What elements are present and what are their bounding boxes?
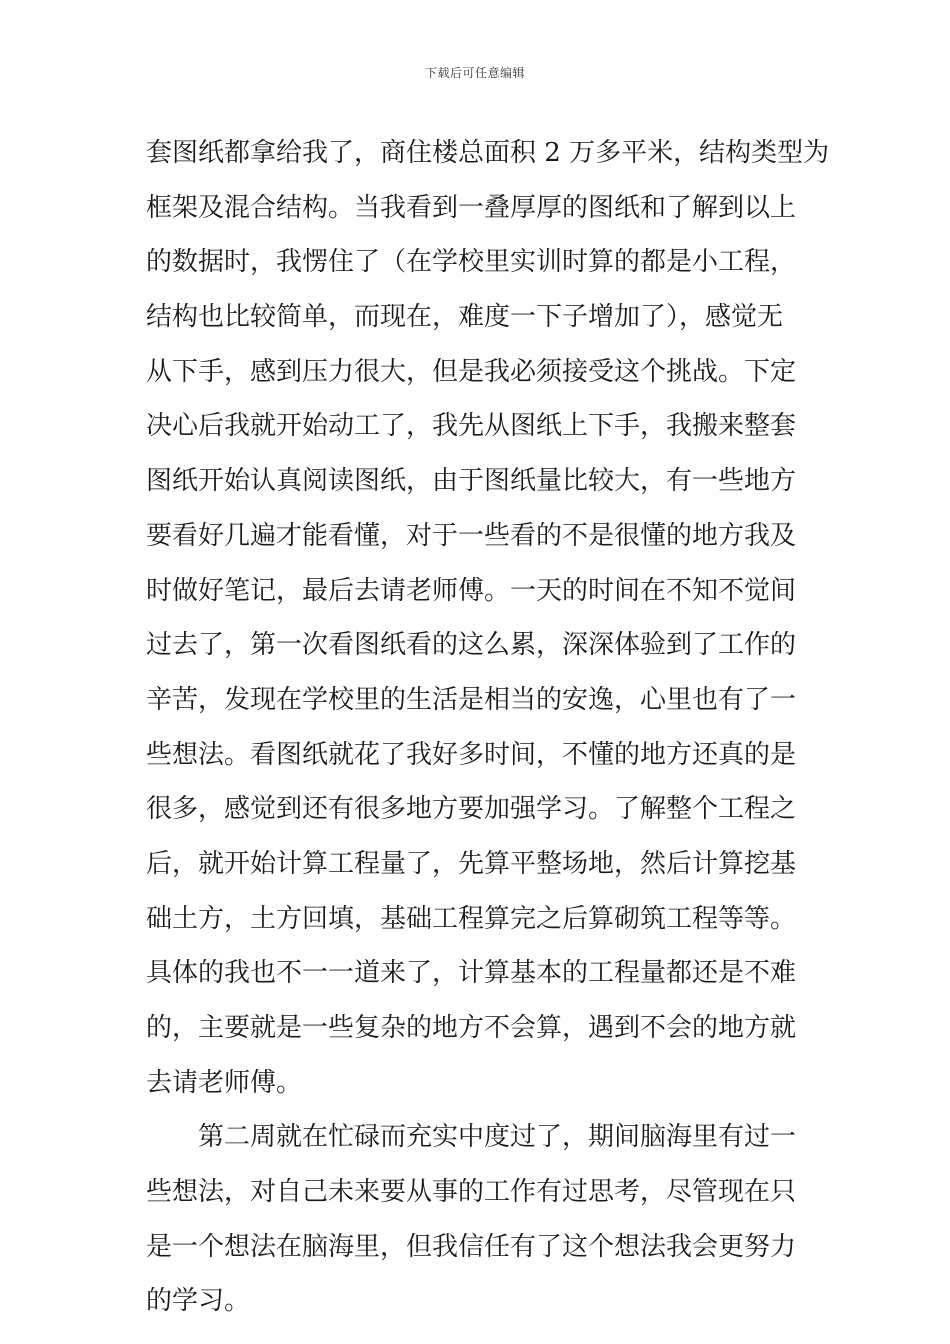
text-line: 第二周就在忙碌而充实中度过了，期间脑海里有过一 — [198, 1122, 797, 1153]
text-line: 图纸开始认真阅读图纸，由于图纸量比较大，有一些地方 — [146, 466, 797, 497]
page-header: 下载后可任意编辑 — [424, 66, 525, 80]
text-line: 是一个想法在脑海里，但我信任有了这个想法我会更努力 — [146, 1231, 797, 1262]
text-line: 的数据时，我愣住了（在学校里实训时算的都是小工程， — [146, 247, 797, 278]
text-line: 过去了，第一次看图纸看的这么累，深深体验到了工作的 — [146, 630, 797, 661]
paragraph-1 — [146, 126, 830, 1110]
text-line: 时做好笔记，最后去请老师傅。一天的时间在不知不觉间 — [146, 575, 797, 606]
text-line: 后，就开始计算工程量了，先算平整场地，然后计算挖基 — [146, 848, 797, 879]
text-line: 础土方，土方回填，基础工程算完之后算砌筑工程等等。 — [146, 903, 797, 934]
text-line: 的，主要就是一些复杂的地方不会算，遇到不会的地方就 — [146, 1013, 797, 1043]
text-line: 去请老师傅。 — [146, 1067, 303, 1098]
text-line: 辛苦，发现在学校里的生活是相当的安逸，心里也有了一 — [146, 684, 797, 715]
text-line: 决心后我就开始动工了，我先从图纸上下手，我搬来整套 — [146, 411, 797, 442]
text-line: 框架及混合结构。当我看到一叠厚厚的图纸和了解到以上 — [146, 192, 797, 223]
text-line: 从下手，感到压力很大，但是我必须接受这个挑战。下定 — [146, 356, 797, 387]
document-body — [146, 126, 830, 1329]
text-line: 些想法，对自己未来要从事的工作有过思考，尽管现在只 — [146, 1177, 797, 1208]
text-line: 的学习。 — [146, 1286, 251, 1317]
text-line: 很多，感觉到还有很多地方要加强学习。了解整个工程之 — [146, 794, 797, 825]
text-line: 具体的我也不一一道来了，计算基本的工程量都还是不难 — [146, 958, 797, 989]
text-line: 套图纸都拿给我了，商住楼总面积 2 万多平米，结构类型为 — [146, 138, 830, 168]
text-line: 要看好几遍才能看懂，对于一些看的不是很懂的地方我及 — [146, 520, 797, 551]
text-line: 些想法。看图纸就花了我好多时间，不懂的地方还真的是 — [146, 739, 797, 770]
text-line: 结构也比较简单，而现在，难度一下子增加了），感觉无 — [146, 302, 784, 333]
paragraph-2 — [146, 1110, 814, 1329]
